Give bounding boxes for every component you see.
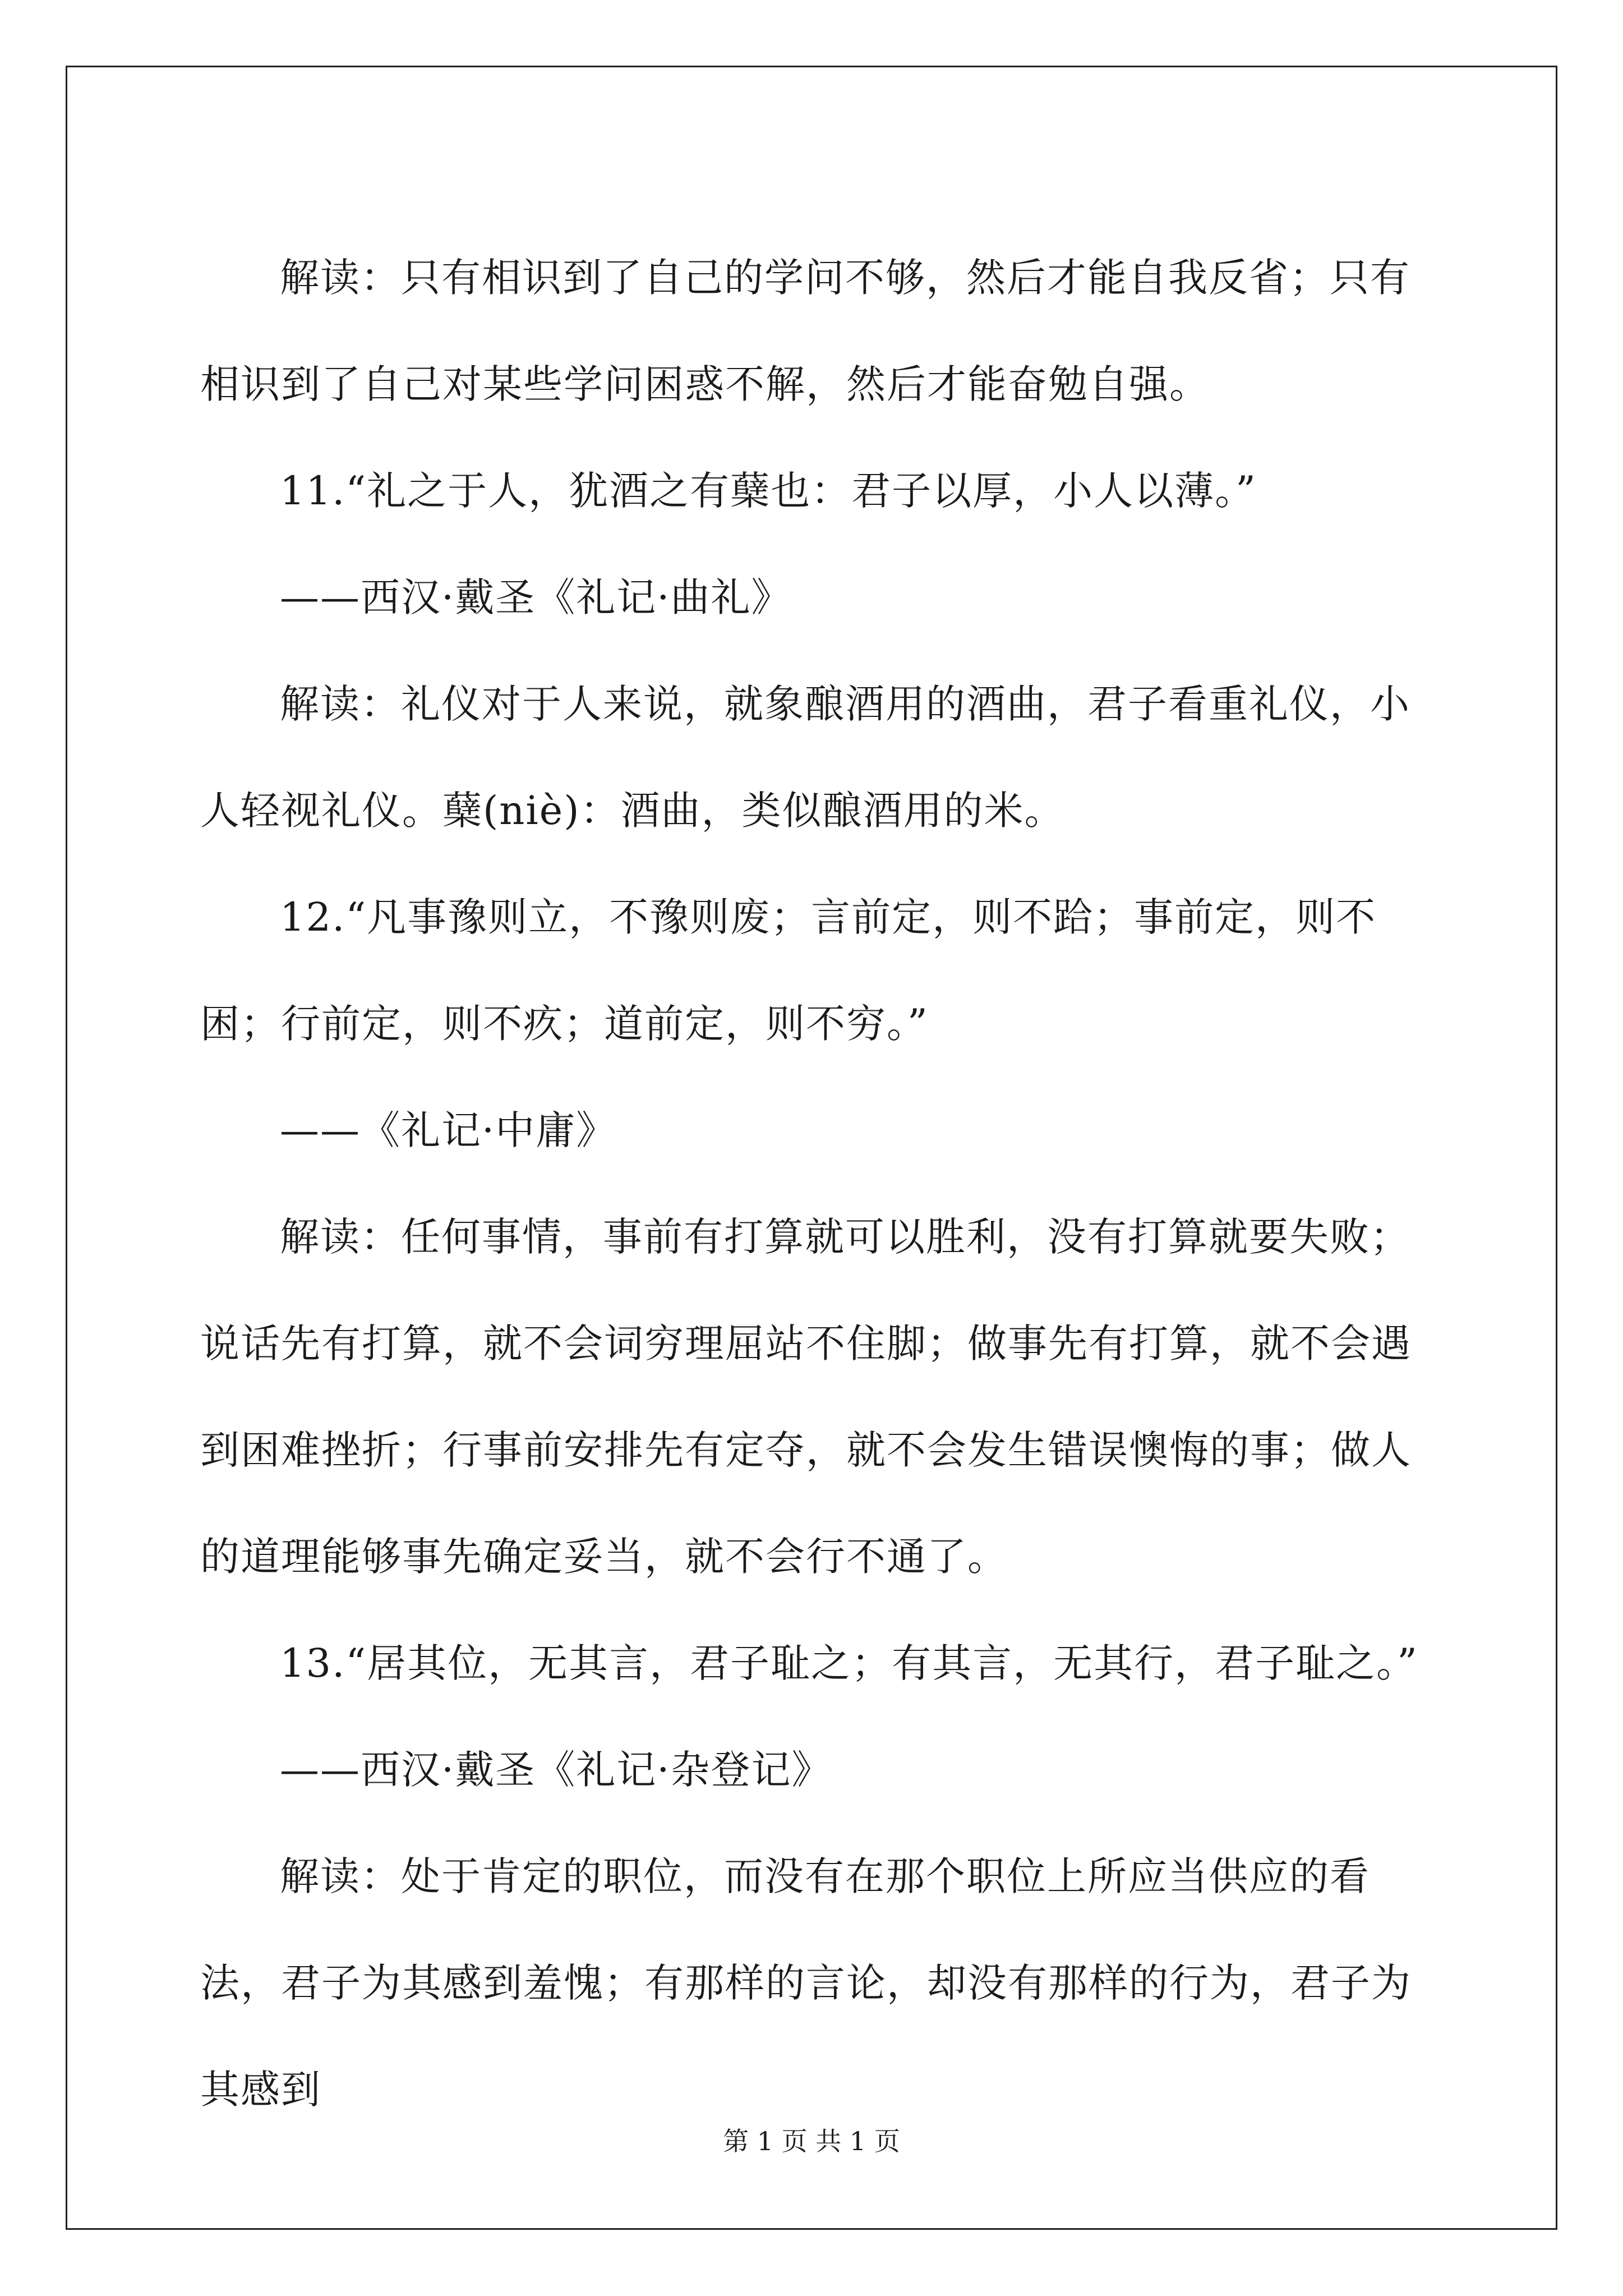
quote-paragraph: 12.“凡事豫则立，不豫则废；言前定，则不跲；事前定，则不困；行前定，则不疚；道前定，则不穷。” [200, 894, 1377, 1047]
interpretation-paragraph: 解读：只有相识到了自己的学问不够，然后才能自我反省；只有相识到了自己对某些学问困惑不解，然后才能奋勉自强。 [200, 255, 1410, 407]
interpretation-paragraph: 解读：礼仪对于人来说，就象酿酒用的酒曲，君子看重礼仪，小人轻视礼仪。蘖(niè)：酒曲，类似酿酒用的米。 [200, 681, 1410, 834]
source-citation: ——西汉·戴圣《礼记·杂登记》 [280, 1747, 832, 1793]
source-citation: ——西汉·戴圣《礼记·曲礼》 [280, 574, 792, 620]
page-number-label: 第 1 页 共 1 页 [723, 2126, 900, 2156]
interpretation-paragraph: 解读：处于肯定的职位，而没有在那个职位上所应当供应的看法，君子为其感到羞愧；有那样的言论，却没有那样的行为，君子为其感到 [200, 1853, 1412, 2113]
source-citation: ——《礼记·中庸》 [280, 1107, 617, 1153]
quote-paragraph: 13.“居其位，无其言，君子耻之；有其言，无其行，君子耻之。” [280, 1640, 1418, 1686]
interpretation-paragraph: 解读：任何事情，事前有打算就可以胜利，没有打算就要失败；说话先有打算，就不会词穷理屈站不住脚；做事先有打算，就不会遇到困难挫折；行事前安排先有定夺，就不会发生错误懊悔的事；做人的道理能够事先确定妥当，就不会行不通了。 [200, 1214, 1412, 1580]
quote-paragraph: 11.“礼之于人，犹酒之有蘖也：君子以厚，小人以薄。” [280, 468, 1257, 514]
page-footer [0, 2124, 1623, 2158]
document-body [200, 224, 1440, 2143]
